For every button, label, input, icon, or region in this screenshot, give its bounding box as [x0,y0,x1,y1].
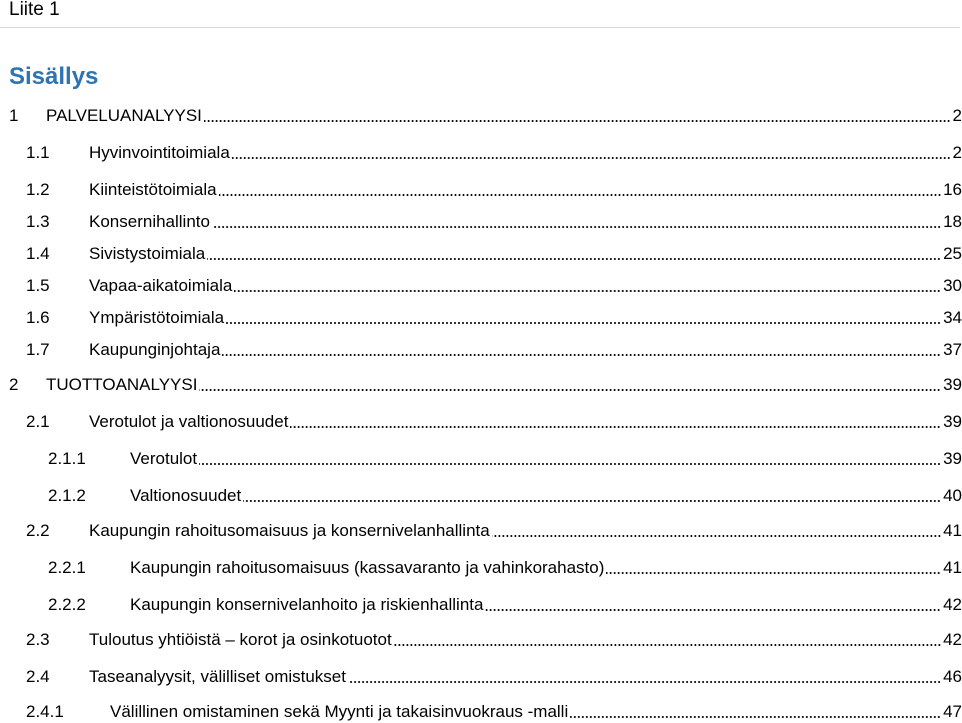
toc-entry-1-3[interactable] [0,207,962,233]
toc-entry-text: TUOTTOANALYYSI [46,375,198,394]
toc-entry-page: 39 [943,375,962,394]
dot-leader [232,156,951,160]
dot-leader [492,534,941,538]
toc-entry-page: 40 [943,486,962,505]
dot-leader [222,353,941,357]
toc-entry-2-3[interactable] [0,625,962,651]
toc-entry-page: 16 [943,180,962,199]
toc-entry-text: Verotulot ja valtionosuudet [89,412,289,431]
toc-entry-number: 1.6 [26,308,50,327]
toc-entry-text: Välillinen omistaminen sekä Myynti ja takaisinvuokraus -malli [110,702,569,721]
toc-entry-number: 2.4.1 [26,702,64,721]
header-divider [0,27,960,28]
toc-entry-text: Sivistystoimiala [89,244,206,263]
toc-entry-page: 34 [943,308,962,327]
toc-entry-1-2[interactable] [0,175,962,201]
toc-entry-text: Tuloutus yhtiöistä – korot ja osinkotuotot [89,630,392,649]
toc-entry-page: 30 [943,276,962,295]
toc-entry-2-4-1[interactable] [0,697,962,723]
toc-entry-1-4[interactable] [0,239,962,265]
dot-leader [290,425,941,429]
toc-entry-number: 1.5 [26,276,50,295]
toc-entry-number: 2.1.2 [48,486,86,505]
toc-entry-page: 42 [943,595,962,614]
dot-leader [199,462,941,466]
toc-entry-page: 39 [943,412,962,431]
toc-entry-text: Kaupunginjohtaja [89,340,221,359]
dot-leader [219,193,942,197]
toc-entry-text: PALVELUANALYYSI [46,106,202,125]
toc-entry-1[interactable] [0,101,962,127]
toc-entry-2-4[interactable] [0,662,962,688]
dot-leader [606,571,941,575]
dot-leader [226,321,941,325]
toc-entry-2-1[interactable] [0,407,962,433]
toc-entry-1-7[interactable] [0,335,962,361]
toc-entry-number: 1.7 [26,340,50,359]
toc-entry-page: 25 [943,244,962,263]
toc-entry-1-1[interactable] [0,138,962,164]
toc-entry-text: Taseanalyysit, välilliset omistukset [89,667,346,686]
toc-entry-1-6[interactable] [0,303,962,329]
toc-entry-number: 2.2.2 [48,595,86,614]
toc-entry-2[interactable] [0,370,962,396]
dot-leader [234,289,941,293]
dot-leader [199,388,941,392]
toc-entry-number: 2 [9,375,19,394]
toc-entry-text: Vapaa-aikatoimiala [89,276,233,295]
toc-entry-number: 2.1 [26,412,50,431]
toc-entry-text: Hyvinvointitoimiala [89,143,230,162]
toc-entry-text: Kaupungin konsernivelanhoito ja riskienhallinta [130,595,484,614]
toc-entry-2-2-1[interactable] [0,553,962,579]
toc-entry-2-2[interactable] [0,516,962,542]
toc-title: Sisällys [9,63,99,90]
toc-entry-1-5[interactable] [0,271,962,297]
toc-entry-text: Kiinteistötoimiala [89,180,217,199]
toc-entry-page: 41 [943,521,962,540]
toc-entry-number: 1.4 [26,244,50,263]
dot-leader [204,119,951,123]
toc-entry-page: 46 [943,667,962,686]
toc-entry-text: Ympäristötoimiala [89,308,225,327]
toc-entry-text: Kaupungin rahoitusomaisuus (kassavaranto ja vahinkorahasto) [130,558,605,577]
toc-entry-page: 42 [943,630,962,649]
toc-entry-number: 2.2.1 [48,558,86,577]
toc-entry-page: 37 [943,340,962,359]
toc-entry-text: Konsernihallinto [89,212,210,231]
dot-leader [394,643,941,647]
toc-entry-2-1-1[interactable] [0,444,962,470]
toc-entry-page: 2 [952,106,962,125]
dot-leader [570,715,941,719]
toc-entry-page: 2 [952,143,962,162]
toc-entry-number: 2.4 [26,667,50,686]
dot-leader [348,680,941,684]
toc-entry-number: 1.1 [26,143,50,162]
toc-entry-2-1-2[interactable] [0,481,962,507]
dot-leader [243,499,941,503]
toc-entry-number: 1.3 [26,212,50,231]
toc-entry-page: 47 [943,702,962,721]
toc-entry-number: 2.1.1 [48,449,86,468]
toc-entry-text: Verotulot [130,449,198,468]
page-header-label: Liite 1 [9,0,60,20]
dot-leader [207,257,941,261]
toc-entry-number: 1.2 [26,180,50,199]
toc-entry-page: 41 [943,558,962,577]
toc-entry-text: Kaupungin rahoitusomaisuus ja konsernivelanhallinta [89,521,490,540]
toc-entry-page: 18 [943,212,962,231]
toc-entry-page: 39 [943,449,962,468]
toc-entry-number: 2.2 [26,521,50,540]
dot-leader [212,225,941,229]
toc-entry-number: 1 [9,106,19,125]
toc-entry-text: Valtionosuudet [130,486,242,505]
toc-entry-2-2-2[interactable] [0,590,962,616]
toc-entry-number: 2.3 [26,630,50,649]
dot-leader [485,608,941,612]
